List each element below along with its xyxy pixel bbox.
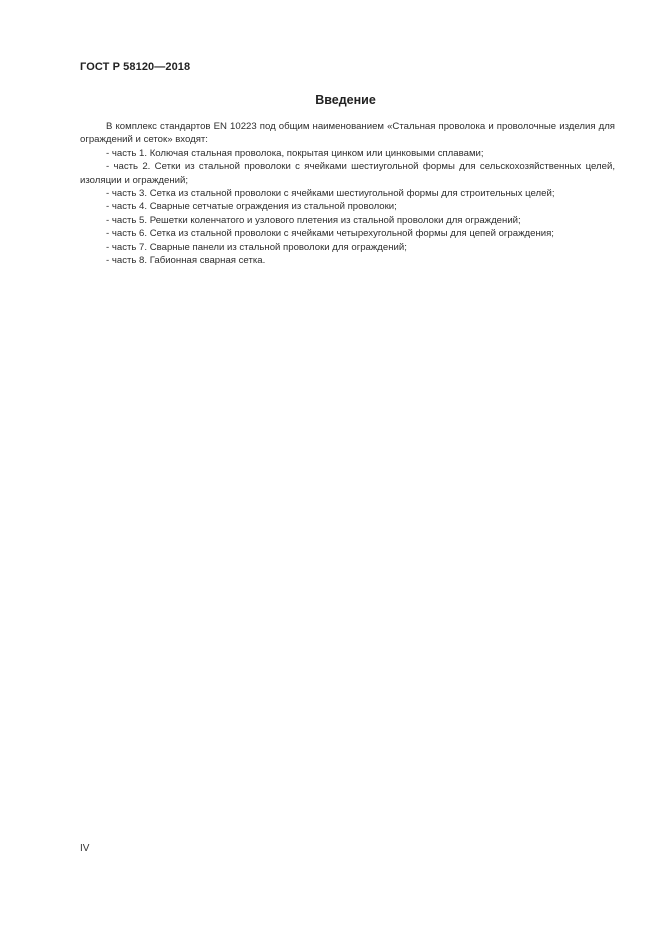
- list-item-part-5: - часть 5. Решетки коленчатого и узлового плетения из стальной проволоки для ограждений;: [106, 214, 521, 226]
- list-item-part-8: - часть 8. Габионная сварная сетка.: [106, 255, 266, 267]
- list-item-part-7: - часть 7. Сварные панели из стальной проволоки для ограждений;: [106, 241, 407, 253]
- list-item-part-2: - часть 2. Сетки из стальной проволоки с ячейками шестиугольной формы для сельскохозяйственных целей, изоляции и ограждений;: [80, 161, 615, 186]
- intro-paragraph: В комплекс стандартов EN 10223 под общим наименованием «Стальная проволока и проволочные изделия для ограждений и сеток» входят:: [80, 121, 615, 146]
- list-item-part-1: - часть 1. Колючая стальная проволока, покрытая цинком или цинковыми сплавами;: [106, 147, 484, 159]
- document-code: ГОСТ Р 58120—2018: [80, 61, 191, 73]
- list-item-part-3: - часть 3. Сетка из стальной проволоки с ячейками шестиугольной формы для строительных целей;: [106, 188, 555, 200]
- section-title: Введение: [315, 93, 376, 107]
- list-item-part-6: - часть 6. Сетка из стальной проволоки с ячейками четырехугольной формы для цепей ограждения;: [106, 228, 554, 240]
- list-item-part-4: - часть 4. Сварные сетчатые ограждения из стальной проволоки;: [106, 201, 397, 213]
- page-number: IV: [80, 843, 90, 854]
- section-body: [80, 120, 615, 267]
